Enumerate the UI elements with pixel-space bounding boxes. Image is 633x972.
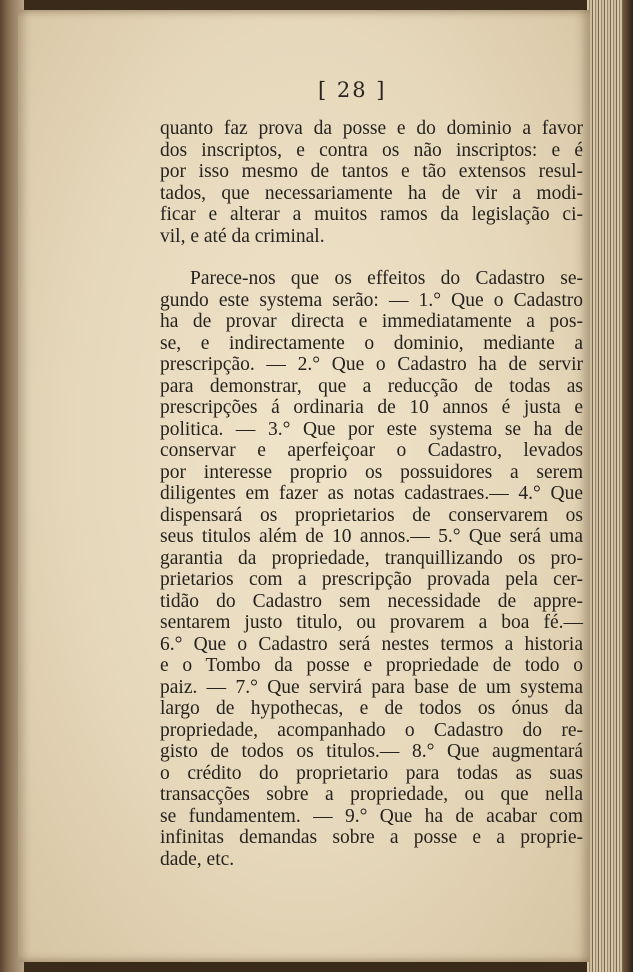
text-line: diligentes em fazer as notas cadastraes.— 4.° Que	[160, 483, 583, 504]
text-line: gisto de todos os titulos.— 8.° Que augmentará	[160, 741, 583, 762]
text-line: politica. — 3.° Que por este systema se ha de	[160, 418, 583, 440]
page-number: [ 28 ]	[318, 78, 387, 102]
page-edge-shadow	[623, 0, 633, 972]
text-line: sentarem justo titulo, ou provarem a boa fé.—	[160, 612, 583, 633]
text-line: 6.° Que o Cadastro será nestes termos a historia	[160, 633, 583, 655]
body-text	[160, 118, 583, 870]
paragraph-2	[160, 268, 583, 870]
text-line: vil, e até da criminal.	[160, 225, 325, 247]
text-line: seus titulos além de 10 annos.— 5.° Que será uma	[160, 526, 583, 547]
text-line: prescripções á ordinaria de 10 annos é justa e	[160, 397, 583, 418]
text-line: por isso mesmo de tantos e tão extensos resul-	[160, 161, 583, 182]
text-line: gundo este systema serão: — 1.° Que o Cadastro	[160, 289, 583, 311]
text-line: Parece-nos que os effeitos do Cadastro se-	[190, 268, 583, 289]
text-line: tados, que necessariamente ha de vir a modi-	[160, 182, 583, 204]
text-line: infinitas demandas sobre a posse e a proprie-	[160, 827, 583, 848]
text-line: dade, etc.	[160, 848, 235, 870]
text-line: o crédito do proprietario para todas as suas	[160, 762, 583, 784]
text-line: propriedade, acompanhado o Cadastro do re-	[160, 719, 583, 741]
text-line: por interesse proprio os possuidores a serem	[160, 461, 583, 483]
text-line: paiz. — 7.° Que servirá para base de um systema	[160, 676, 583, 698]
text-line: prescripção. — 2.° Que o Cadastro ha de servir	[160, 354, 583, 375]
text-line: dispensará os proprietarios de conservarem os	[160, 504, 583, 526]
text-line: e o Tombo da posse e propriedade de todo o	[160, 655, 583, 676]
text-line: garantia da propriedade, tranquillizando os pro-	[160, 547, 583, 569]
text-line: prietarios com a prescripção provada pela cer-	[160, 569, 583, 590]
text-line: para demonstrar, que a reducção de todas as	[160, 375, 583, 397]
text-line: conservar e aperfeiçoar o Cadastro, levados	[160, 440, 583, 461]
text-line: ficar e alterar a muitos ramos da legislação ci-	[160, 204, 583, 225]
text-line: ha de provar directa e immediatamente a pos-	[160, 311, 583, 332]
text-line: dos inscriptos, e contra os não inscriptos: e é	[160, 139, 583, 161]
text-line: se fundamentem. — 9.° Que ha de acabar com	[160, 805, 583, 827]
text-line: largo de hypothecas, e de todos os ónus da	[160, 698, 583, 719]
text-line: se, e indirectamente o dominio, mediante a	[160, 332, 583, 354]
paragraph-gap	[160, 247, 583, 268]
text-line: tidão do Cadastro sem necessidade de appre-	[160, 590, 583, 612]
text-line: quanto faz prova da posse e do dominio a favor	[160, 118, 583, 139]
text-line: transacções sobre a propriedade, ou que nella	[160, 784, 583, 805]
paragraph-1	[160, 118, 583, 247]
